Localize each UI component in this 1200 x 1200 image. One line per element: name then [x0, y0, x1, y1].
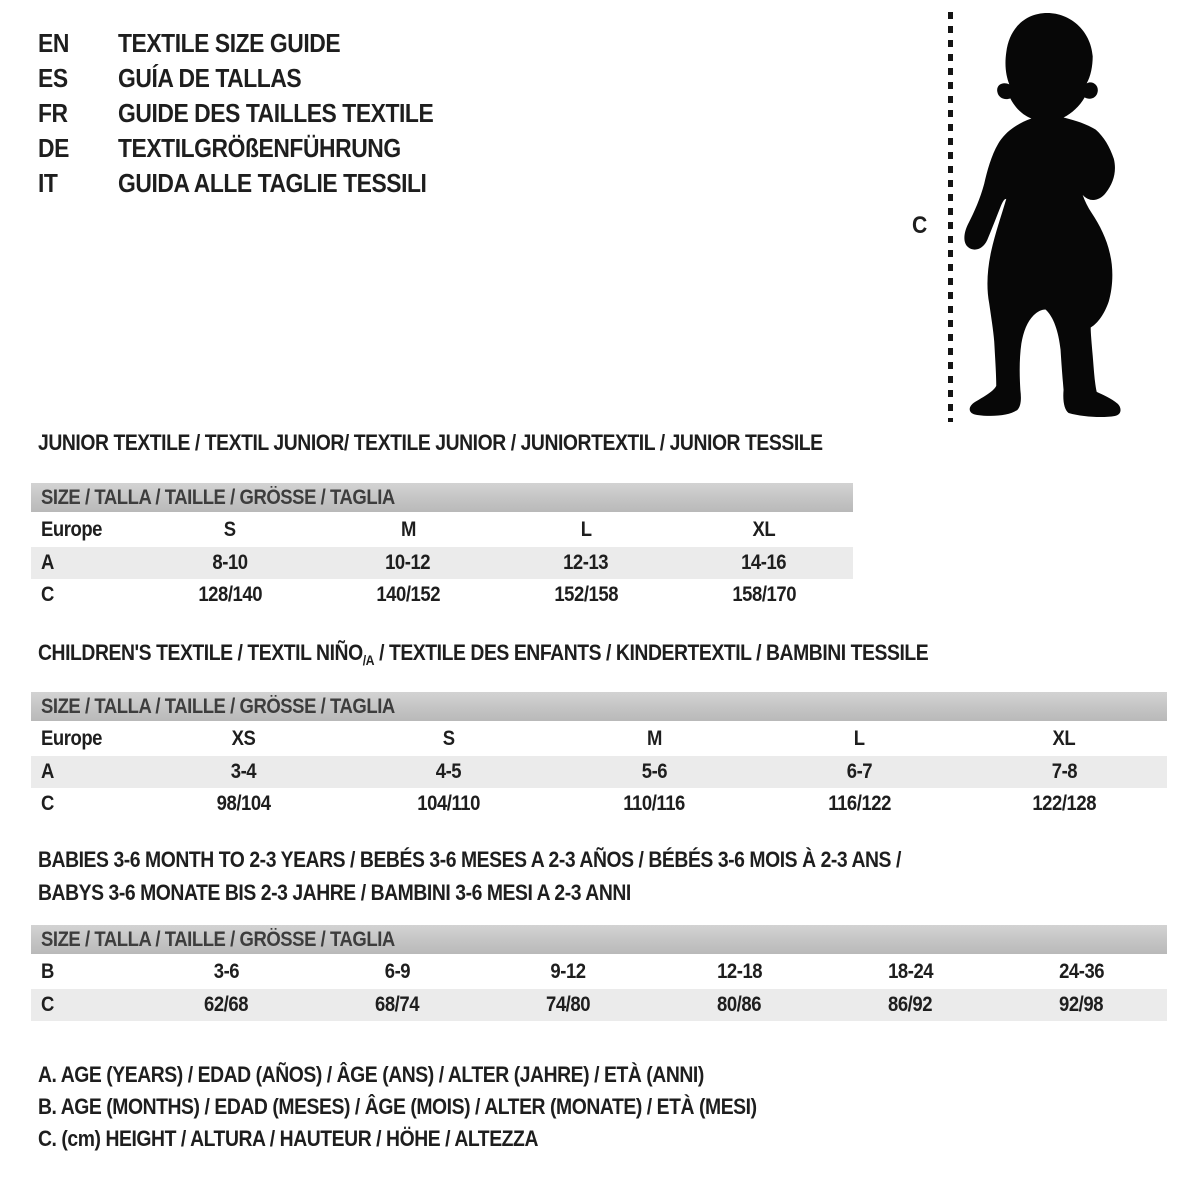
age-cell: 4-5 [436, 760, 462, 783]
age-cell: 7-8 [1051, 760, 1078, 783]
guide-title: TEXTILE SIZE GUIDE [118, 28, 341, 58]
table-row-height [31, 788, 1167, 820]
table-row-age [31, 547, 853, 579]
table-row-months [31, 954, 1167, 989]
size-cell: XL [752, 517, 776, 541]
table-row-europe [31, 721, 1167, 756]
language-code: ES [38, 63, 68, 93]
height-measure-label: C [912, 212, 927, 239]
size-cell: S [224, 517, 236, 541]
language-code: DE [38, 133, 69, 163]
size-header-bar: SIZE / TALLA / TAILLE / GRÖSSE / TAGLIA [31, 483, 853, 512]
size-cell: M [400, 517, 416, 541]
height-cell: 74/80 [546, 993, 591, 1016]
language-row-it [38, 166, 476, 201]
months-cell: 9-12 [550, 959, 587, 983]
row-label: A [41, 760, 54, 783]
row-label: A [41, 551, 54, 574]
row-label: C [41, 792, 54, 815]
months-cell: 24-36 [1058, 959, 1105, 983]
size-cell: XS [231, 726, 256, 750]
age-cell: 10-12 [385, 551, 431, 574]
table-row-europe [31, 512, 853, 547]
height-cell: 68/74 [375, 993, 420, 1016]
size-cell: M [646, 726, 662, 750]
table-row-height [31, 989, 1167, 1021]
language-code: FR [38, 98, 68, 128]
height-dashed-line [948, 12, 953, 422]
height-cell: 140/152 [376, 583, 440, 606]
age-cell: 5-6 [641, 760, 667, 783]
guide-title: GUÍA DE TALLAS [118, 63, 302, 93]
height-cell: 158/170 [732, 583, 796, 606]
height-cell: 128/140 [198, 583, 262, 606]
language-code: EN [38, 28, 69, 58]
guide-title: GUIDE DES TAILLES TEXTILE [118, 98, 434, 128]
table-row-age [31, 756, 1167, 788]
size-cell: XL [1053, 726, 1076, 750]
language-row-de [38, 131, 476, 166]
measure-legend [38, 1059, 855, 1155]
age-cell: 12-13 [563, 551, 609, 574]
legend-line-a: A. AGE (YEARS) / EDAD (AÑOS) / ÂGE (ANS) / ALTER (JAHRE) / ETÀ (ANNI) [38, 1062, 704, 1087]
age-cell: 8-10 [212, 551, 248, 574]
row-label: C [41, 993, 54, 1016]
nino-a-subscript: /A [362, 652, 375, 668]
row-label: B [41, 959, 54, 983]
junior-size-table [31, 483, 853, 611]
size-cell: S [442, 726, 455, 750]
junior-section-title: JUNIOR TEXTILE / TEXTIL JUNIOR/ TEXTILE JUNIOR / JUNIORTEXTIL / JUNIOR TESSILE [38, 430, 823, 455]
row-label: Europe [41, 726, 103, 750]
months-cell: 3-6 [213, 959, 240, 983]
toddler-silhouette-image [962, 10, 1140, 422]
size-header-bar: SIZE / TALLA / TAILLE / GRÖSSE / TAGLIA [31, 692, 1167, 721]
row-label: Europe [41, 517, 103, 541]
guide-title: TEXTILGRÖßENFÜHRUNG [118, 133, 401, 163]
babies-title-line1: BABIES 3-6 MONTH TO 2-3 YEARS / BEBÉS 3-6 MESES A 2-3 AÑOS / BÉBÉS 3-6 MOIS À 2-3 ANS / [38, 847, 901, 872]
babies-size-table [31, 925, 1167, 1021]
guide-title: GUIDA ALLE TAGLIE TESSILI [118, 168, 427, 198]
legend-line-c: C. (cm) HEIGHT / ALTURA / HAUTEUR / HÖHE / ALTEZZA [38, 1126, 538, 1151]
height-cell: 104/110 [417, 792, 481, 815]
height-cell: 122/128 [1032, 792, 1097, 815]
children-size-table [31, 692, 1167, 820]
size-cell: L [853, 726, 865, 750]
age-cell: 14-16 [741, 551, 787, 574]
babies-section-title [38, 843, 1019, 909]
language-code: IT [38, 168, 58, 198]
months-cell: 12-18 [716, 959, 763, 983]
months-cell: 18-24 [887, 959, 934, 983]
height-cell: 116/122 [827, 792, 891, 815]
height-cell: 98/104 [216, 792, 271, 815]
language-row-es [38, 61, 476, 96]
size-cell: L [580, 517, 592, 541]
row-label: C [41, 583, 54, 606]
height-cell: 92/98 [1059, 993, 1104, 1016]
height-cell: 62/68 [204, 993, 249, 1016]
height-cell: 80/86 [717, 993, 762, 1016]
legend-line-b: B. AGE (MONTHS) / EDAD (MESES) / ÂGE (MOIS) / ALTER (MONATE) / ETÀ (MESI) [38, 1094, 757, 1119]
language-row-fr [38, 96, 476, 131]
language-row-en [38, 26, 476, 61]
age-cell: 6-7 [846, 760, 872, 783]
babies-title-line2: BABYS 3-6 MONATE BIS 2-3 JAHRE / BAMBINI 3-6 MESI A 2-3 ANNI [38, 880, 631, 905]
age-cell: 3-4 [230, 760, 257, 783]
table-row-height [31, 579, 853, 611]
months-cell: 6-9 [384, 959, 411, 983]
height-cell: 110/116 [623, 792, 685, 815]
height-cell: 86/92 [888, 993, 933, 1016]
children-section-title: CHILDREN'S TEXTILE / TEXTIL $NIÑO_{/A}$ / TEXTILE DES ENFANTS / KINDERTEXTIL / BAMBINI TESSILE [38, 640, 929, 668]
height-cell: 152/158 [554, 583, 618, 606]
language-title-list [38, 26, 476, 201]
size-header-bar: SIZE / TALLA / TAILLE / GRÖSSE / TAGLIA [31, 925, 1167, 954]
